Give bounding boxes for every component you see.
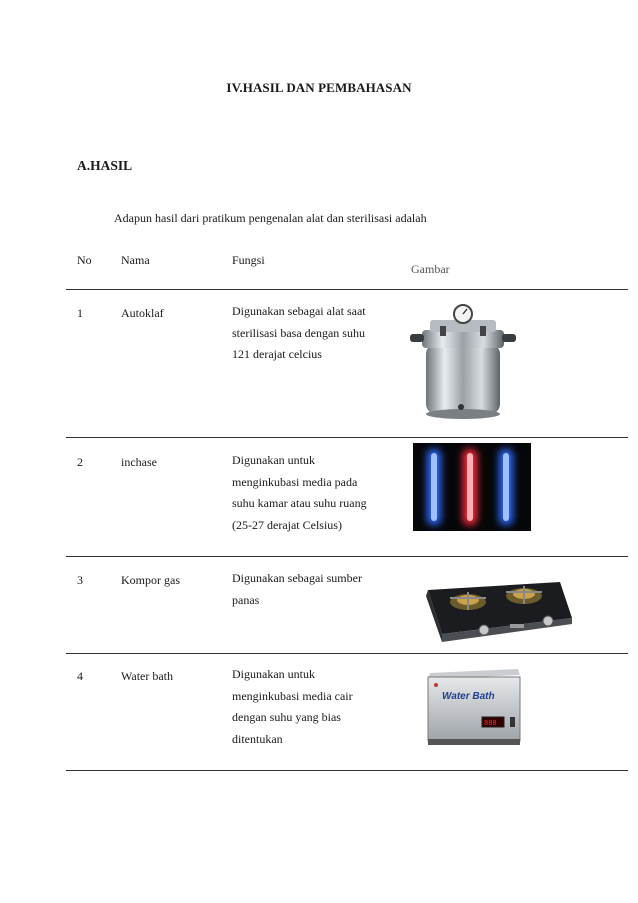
row-number: 4: [77, 669, 83, 683]
table-rule: [66, 770, 628, 771]
function-line: ditentukan: [232, 731, 283, 746]
glowing-tubes-image: [413, 443, 531, 531]
function-line: dengan suhu yang bias: [232, 710, 341, 724]
function-line: Digunakan sebagai sumber: [232, 571, 362, 585]
table-rule: [66, 437, 628, 438]
function-line: Digunakan untuk: [232, 453, 315, 467]
function-line: menginkubasi media pada: [232, 474, 358, 489]
header-nama: Nama: [121, 253, 150, 267]
row-number: 1: [77, 306, 83, 320]
autoclave-image: [404, 300, 522, 420]
table-rule: [66, 556, 628, 557]
row-name: inchase: [121, 455, 157, 469]
row-number: 2: [77, 455, 83, 469]
function-line: panas: [232, 592, 260, 607]
header-no: No: [77, 253, 92, 267]
water-bath-label: Water Bath: [442, 691, 495, 702]
page-title: IV.HASIL DAN PEMBAHASAN: [226, 80, 412, 95]
table-rule: [66, 289, 628, 290]
function-line: sterilisasi basa dengan suhu: [232, 325, 365, 340]
section-heading: A.HASIL: [77, 158, 133, 173]
row-number: 3: [77, 573, 83, 587]
row-name: Kompor gas: [121, 573, 180, 587]
row-function: [232, 568, 392, 611]
gas-stove-image: [414, 564, 574, 646]
intro-text: Adapun hasil dari pratikum pengenalan alat dan sterilisasi adalah: [114, 211, 427, 225]
function-line: Digunakan sebagai alat saat: [232, 304, 366, 318]
table-rule: [66, 653, 628, 654]
function-line: suhu kamar atau suhu ruang: [232, 496, 367, 510]
row-name: Autoklaf: [121, 306, 164, 320]
row-name: Water bath: [121, 669, 174, 683]
row-function: [232, 664, 392, 750]
function-line: menginkubasi media cair: [232, 688, 353, 703]
svg-text:888: 888: [484, 720, 497, 728]
function-line: Digunakan untuk: [232, 667, 315, 681]
water-bath-image: [424, 665, 524, 747]
row-function: [232, 450, 392, 536]
function-line: 121 derajat celcius: [232, 347, 322, 361]
row-function: [232, 301, 392, 366]
header-fungsi: Fungsi: [232, 253, 265, 267]
function-line: (25-27 derajat Celsius): [232, 517, 342, 532]
header-gambar: Gambar: [411, 262, 450, 276]
